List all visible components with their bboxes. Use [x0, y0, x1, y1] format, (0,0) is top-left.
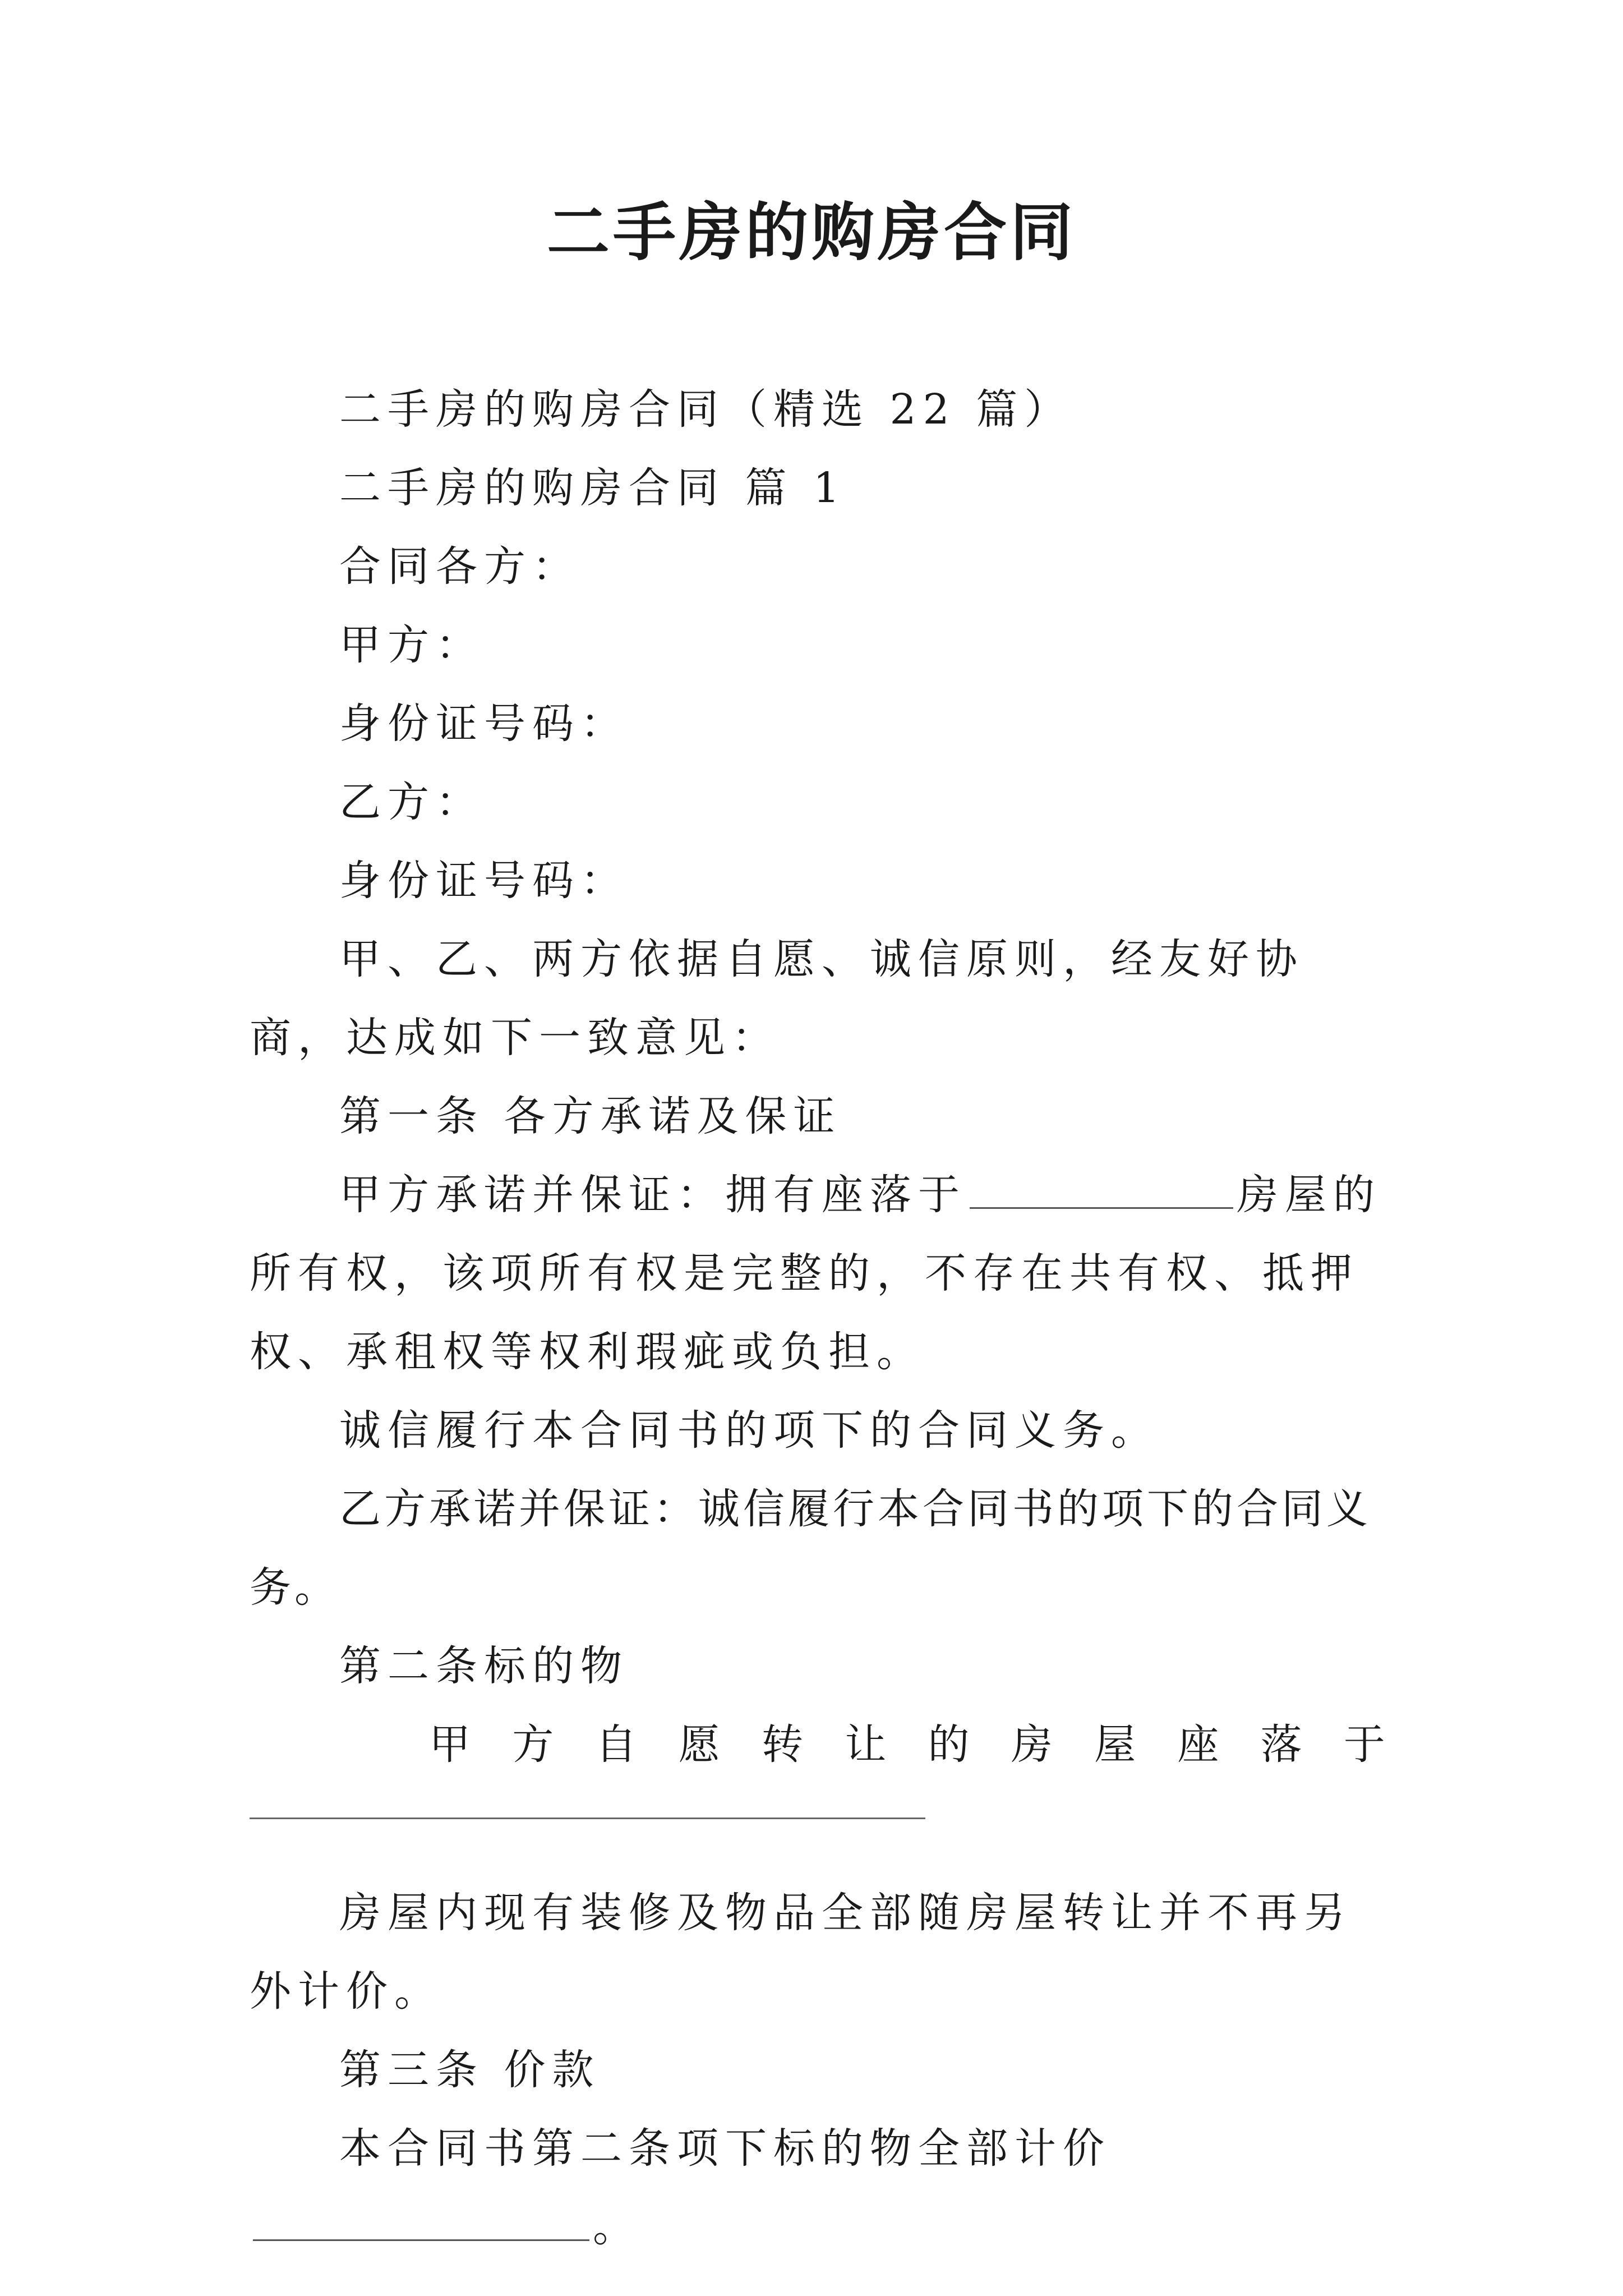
paragraph-price: [250, 2109, 1385, 2266]
location-blank-line: [250, 1818, 925, 1819]
paragraph-section-heading: 二手房的购房合同 篇 1: [339, 464, 847, 512]
paragraph-party-b-id: 身份证号码：: [339, 857, 629, 905]
char: 愿: [678, 1720, 720, 1769]
paragraph-article-2-heading: 第二条标的物: [339, 1642, 629, 1690]
paragraph-article-1-heading: 第一条 各方承诺及保证: [339, 1092, 842, 1140]
char: 转: [762, 1720, 804, 1769]
char: 甲: [429, 1720, 471, 1769]
char: 让: [845, 1720, 887, 1769]
paragraph-party-a: 甲方：: [339, 621, 484, 669]
document-title: 二手房的购房合同: [547, 196, 1076, 269]
char: 落: [1260, 1720, 1302, 1769]
char: 自: [595, 1720, 637, 1769]
paragraph-obligation: 诚信履行本合同书的项下的合同义务。: [339, 1406, 1159, 1455]
paragraph-transfer-location: [250, 1705, 1385, 1784]
paragraph-renovation: 房屋内现有装修及物品全部随房屋转让并不再另外计价。: [250, 1889, 1352, 2016]
paragraph-agreement-intro: 甲、乙、两方依据自愿、诚信原则，经友好协商，达成如下一致意见：: [250, 935, 1304, 1062]
char: 方: [512, 1720, 554, 1769]
paragraph-article-3-heading: 第三条 价款: [339, 2046, 601, 2094]
char: 座: [1177, 1720, 1219, 1769]
paragraph-subtitle: 二手房的购房合同（精选 22 篇）: [339, 385, 1073, 434]
char: 的: [928, 1720, 970, 1769]
address-blank: [970, 1174, 1233, 1209]
guarantee-text-start: 甲方承诺并保证：拥有座落于: [339, 1171, 966, 1219]
guarantee-text-end: 房屋的所有权，该项所有权是完整的，不存在共有权、抵押权、承租权等权利瑕疵或负担。: [250, 1171, 1381, 1376]
char: 房: [1011, 1720, 1053, 1769]
location-blank-row: [250, 1784, 1385, 1862]
document-body: [250, 370, 1385, 2266]
price-text: 本合同书第二条项下标的物全部计价: [339, 2124, 1111, 2173]
paragraph-party-b: 乙方：: [339, 778, 484, 826]
price-blank: [253, 2206, 589, 2241]
paragraph-party-b-guarantee: 乙方承诺并保证：诚信履行本合同书的项下的合同义务。: [250, 1485, 1371, 1612]
paragraph-party-a-guarantee: [250, 1156, 1385, 1391]
char: 于: [1343, 1720, 1385, 1769]
paragraph-parties-label: 合同各方：: [339, 542, 580, 591]
paragraph-party-a-id: 身份证号码：: [339, 700, 629, 748]
char: 屋: [1094, 1720, 1136, 1769]
price-period: 。: [593, 2203, 641, 2251]
